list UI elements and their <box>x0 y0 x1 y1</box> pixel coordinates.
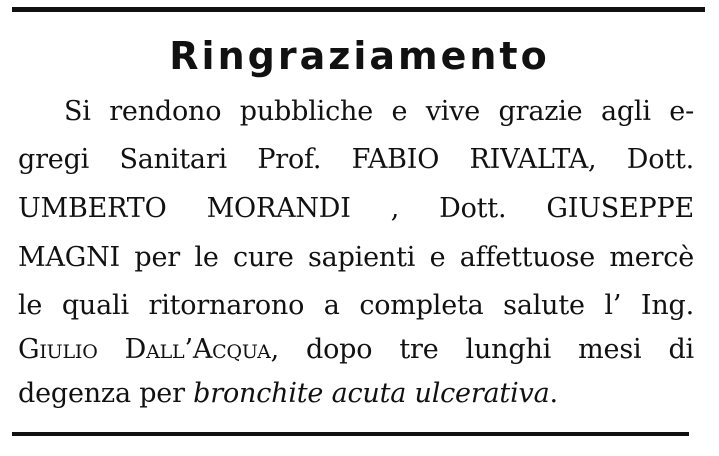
notice-line-6 <box>18 330 694 370</box>
notice-line-5: le quali ritornarono a completa salute l’ Ing. <box>18 290 694 321</box>
notice-line-3: UMBERTO MORANDI , Dott. GIUSEPPE <box>18 193 694 224</box>
bottom-rule <box>12 432 689 436</box>
notice-line-7-end: . <box>549 378 558 409</box>
patient-name: Giulio Dall’Acqua <box>18 334 271 365</box>
notice-line-6-rest: , dopo tre lunghi mesi di <box>270 334 694 365</box>
notice-title: Ringraziamento <box>169 34 550 78</box>
notice-line-7-text: degenza per <box>18 378 194 409</box>
notice-line-7 <box>18 374 558 414</box>
notice-line-1: Si rendono pubbliche e vive grazie agli e- <box>64 96 694 127</box>
diagnosis-text: bronchite acuta ulcerativa <box>193 378 550 409</box>
top-rule <box>12 7 705 12</box>
notice-line-2: gregi Sanitari Prof. FABIO RIVALTA, Dott. <box>18 144 694 175</box>
notice-line-4: MAGNI per le cure sapienti e affettuose mercè <box>18 242 694 273</box>
